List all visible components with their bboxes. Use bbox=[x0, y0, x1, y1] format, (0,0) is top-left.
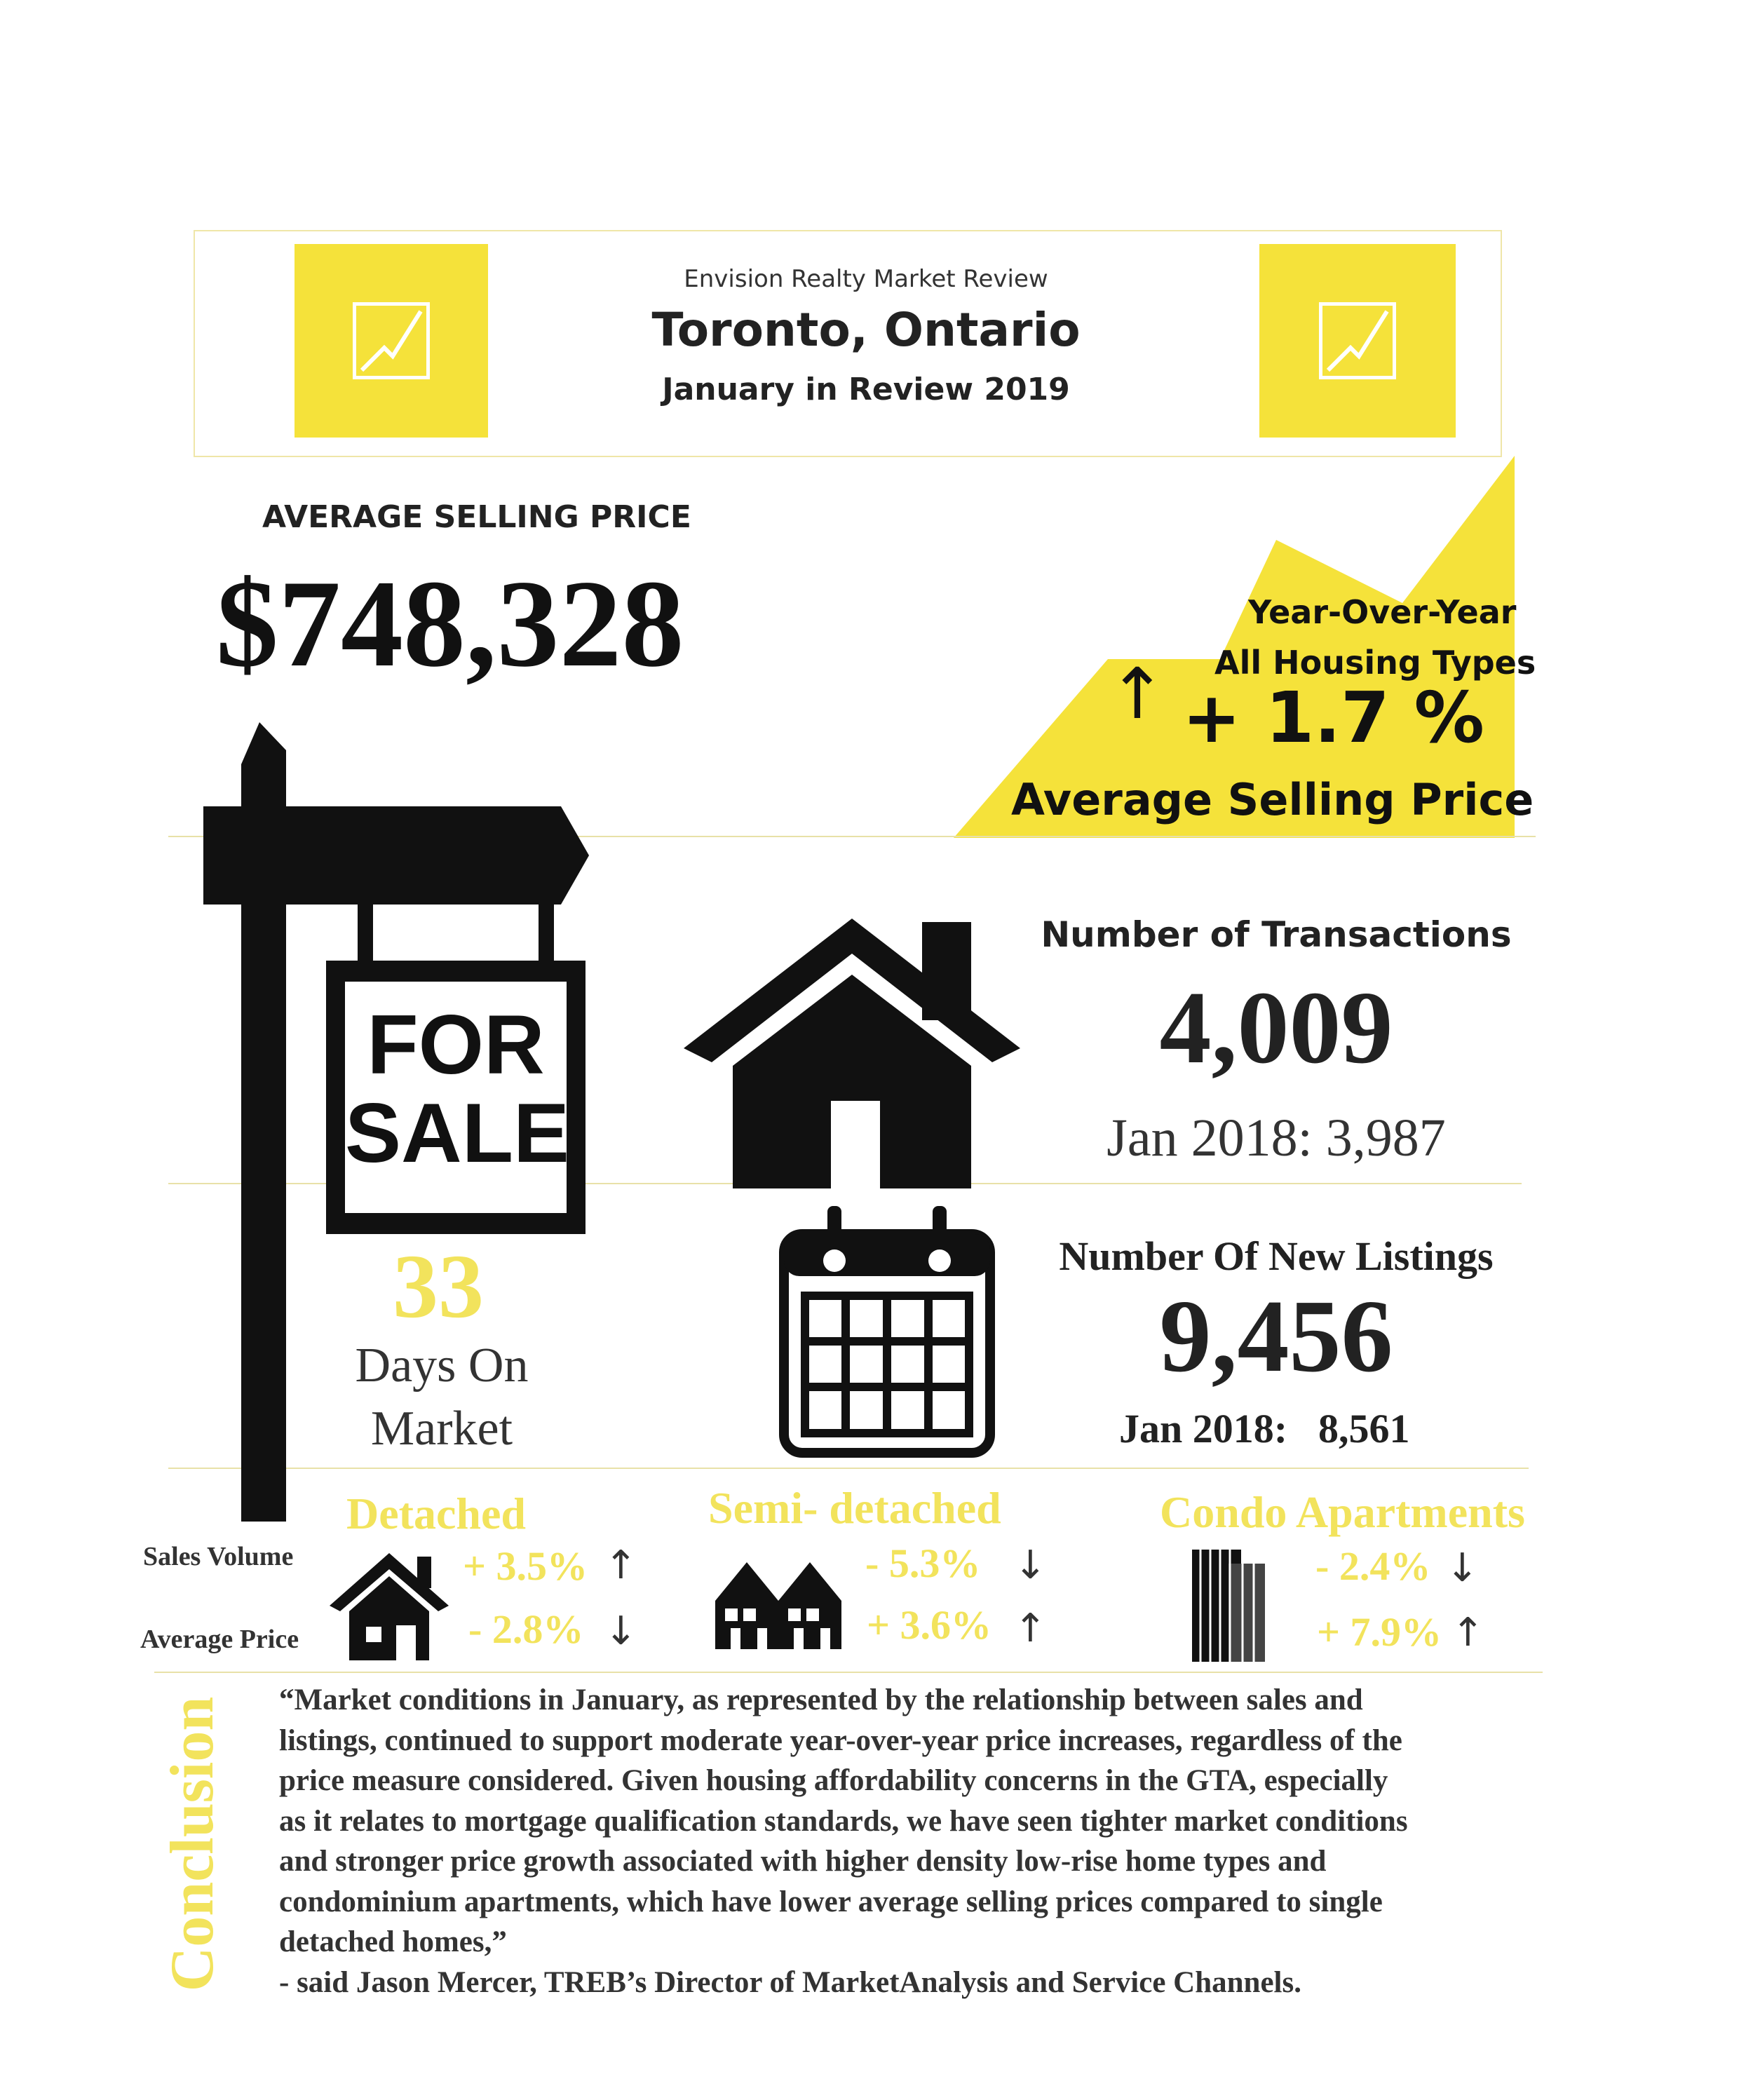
detached-house-icon bbox=[330, 1550, 452, 1662]
avg-price-label: AVERAGE SELLING PRICE bbox=[262, 499, 691, 535]
transactions-label: Number of Transactions bbox=[1041, 914, 1512, 955]
new-listings-value: 9,456 bbox=[1159, 1279, 1393, 1394]
chart-logo-icon bbox=[353, 302, 430, 379]
conclusion-heading: Conclusion bbox=[158, 1696, 226, 1992]
yoy-change: + 1.7 % bbox=[1182, 677, 1484, 759]
logo-left bbox=[295, 244, 488, 438]
semi-detached-sales-change: - 5.3% bbox=[865, 1540, 981, 1586]
down-arrow-icon: ↓ bbox=[1014, 1543, 1047, 1588]
chart-logo-icon bbox=[1319, 302, 1396, 379]
transactions-prev: Jan 2018: 3,987 bbox=[1106, 1109, 1446, 1167]
transactions-value: 4,009 bbox=[1159, 970, 1393, 1085]
detached-price-change: - 2.8% bbox=[468, 1606, 584, 1652]
condo-price-change: + 7.9% bbox=[1317, 1609, 1442, 1655]
conclusion-line: and stronger price growth associated with higher density low-rise home types and bbox=[279, 1845, 1327, 1878]
days-on-market-line2: Market bbox=[370, 1402, 513, 1456]
conclusion-line: price measure considered. Given housing affordability concerns in the GTA, especially bbox=[279, 1764, 1388, 1797]
avg-price-value: $748,328 bbox=[216, 554, 684, 693]
days-on-market-line1: Days On bbox=[355, 1339, 529, 1393]
condo-heading: Condo Apartments bbox=[1160, 1487, 1525, 1537]
conclusion-attribution: - said Jason Mercer, TREB’s Director of MarketAnalysis and Service Channels. bbox=[279, 1965, 1301, 1999]
page-title: Toronto, Ontario bbox=[651, 303, 1081, 357]
new-listings-label: Number Of New Listings bbox=[1059, 1233, 1494, 1279]
logo-right bbox=[1259, 244, 1456, 438]
semi-detached-heading: Semi- detached bbox=[708, 1483, 1001, 1533]
conclusion-line: condominium apartments, which have lower average selling prices compared to single bbox=[279, 1885, 1383, 1918]
conclusion-line: detached homes,” bbox=[279, 1925, 507, 1958]
up-arrow-icon: ↑ bbox=[604, 1543, 637, 1588]
semi-detached-house-icon bbox=[715, 1562, 841, 1649]
sales-volume-label: Sales Volume bbox=[143, 1542, 294, 1571]
average-price-label: Average Price bbox=[140, 1625, 299, 1654]
header-period: January in Review 2019 bbox=[662, 372, 1070, 407]
up-arrow-icon: ↑ bbox=[1108, 653, 1167, 735]
detached-heading: Detached bbox=[346, 1489, 526, 1538]
calendar-icon bbox=[778, 1206, 996, 1458]
up-arrow-icon: ↑ bbox=[1451, 1610, 1484, 1655]
conclusion-line: listings, continued to support moderate year-over-year price increases, regardless of the bbox=[279, 1723, 1402, 1757]
down-arrow-icon: ↓ bbox=[604, 1608, 637, 1654]
semi-detached-price-change: + 3.6% bbox=[867, 1602, 992, 1648]
yoy-line1: Year-Over-Year bbox=[1248, 593, 1517, 631]
house-icon bbox=[684, 919, 1027, 1192]
conclusion-line: “Market conditions in January, as represented by the relationship between sales and bbox=[279, 1684, 1363, 1716]
yoy-line2: All Housing Types bbox=[1214, 644, 1536, 682]
condo-sales-change: - 2.4% bbox=[1315, 1543, 1431, 1589]
days-on-market-value: 33 bbox=[393, 1236, 484, 1337]
header-subtitle: Envision Realty Market Review bbox=[684, 265, 1048, 293]
conclusion-line: as it relates to mortgage qualification standards, we have seen tighter market conditions bbox=[279, 1804, 1408, 1838]
sign-line1: FOR bbox=[367, 998, 545, 1092]
detached-sales-change: + 3.5% bbox=[463, 1543, 588, 1589]
down-arrow-icon: ↓ bbox=[1446, 1545, 1479, 1591]
new-listings-prev-value: 8,561 bbox=[1318, 1406, 1410, 1451]
condo-building-icon bbox=[1186, 1543, 1271, 1662]
conclusion-text bbox=[279, 1680, 1541, 2003]
sign-line2: SALE bbox=[345, 1086, 570, 1180]
yoy-line3: Average Selling Price bbox=[1011, 774, 1534, 825]
new-listings-prev-label: Jan 2018: bbox=[1119, 1406, 1288, 1451]
up-arrow-icon: ↑ bbox=[1014, 1606, 1047, 1651]
divider bbox=[154, 1672, 1543, 1673]
